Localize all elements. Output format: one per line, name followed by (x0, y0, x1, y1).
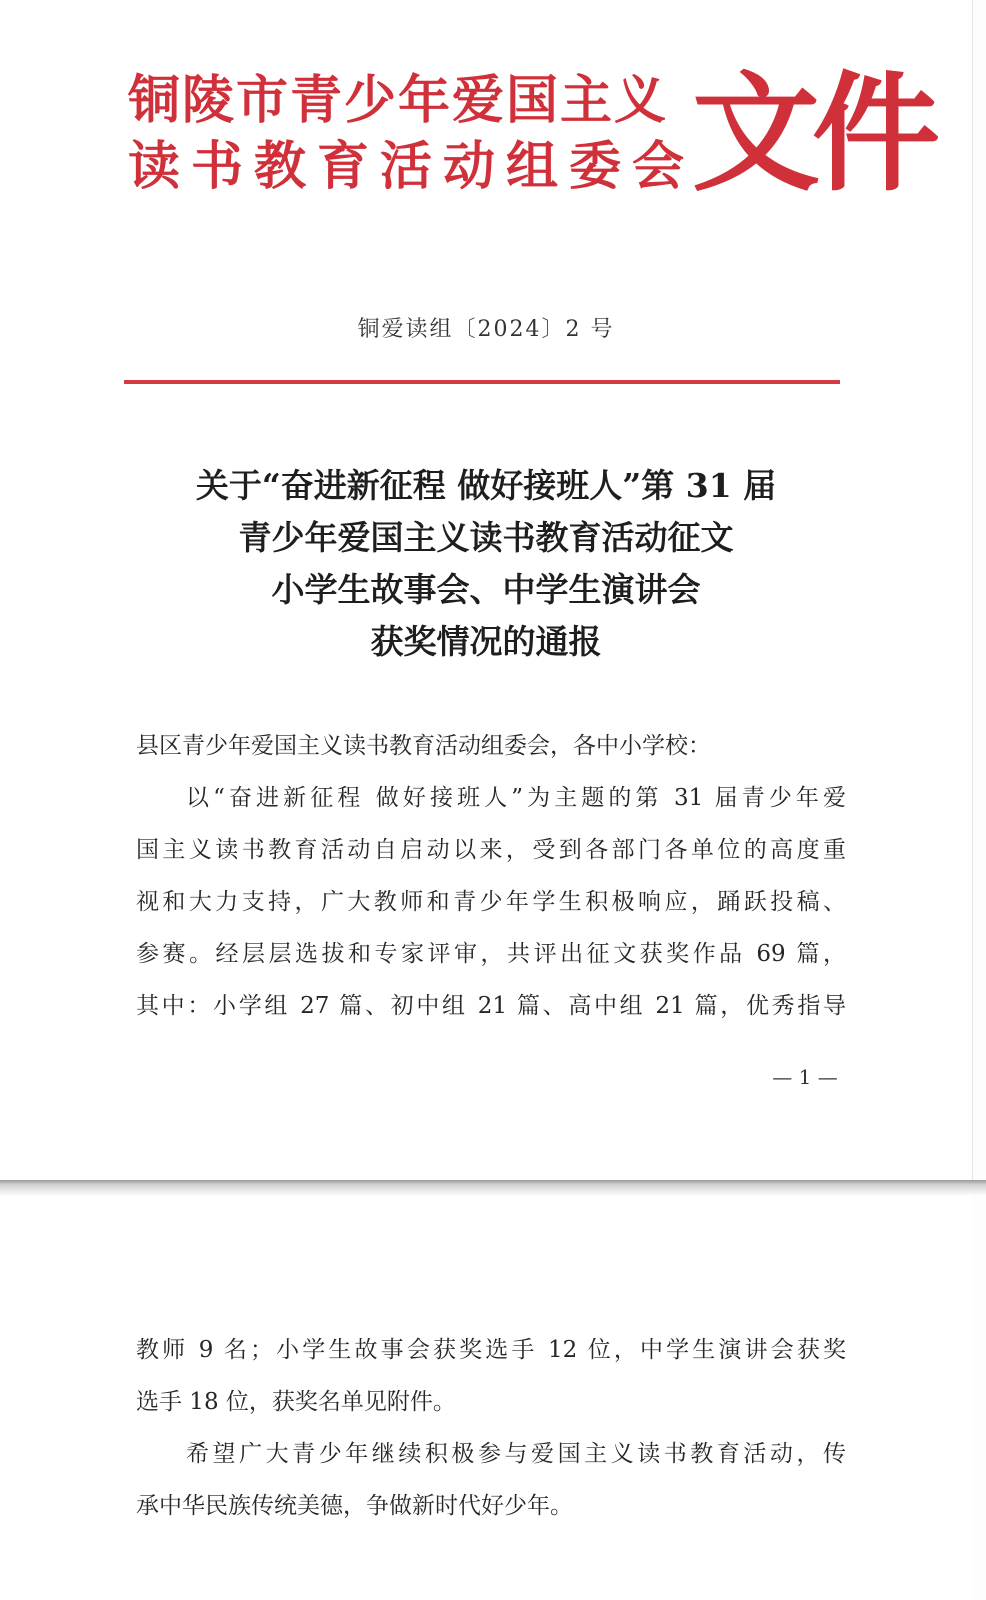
title-line-1: 关于“奋进新征程 做好接班人”第 31 届 (195, 466, 777, 505)
document-title (0, 460, 972, 668)
paragraph-1-line-1: 以“奋进新征程 做好接班人”为主题的第 31 届青少年爱 (186, 785, 846, 811)
red-divider (124, 380, 840, 384)
body-text-page-2 (136, 1324, 846, 1532)
paragraph-2-line-1: 希望广大青少年继续积极参与爱国主义读书教育活动，传 (186, 1441, 846, 1467)
paragraph-1-line-2: 国主义读书教育活动自启动以来，受到各部门各单位的高度重 (136, 837, 846, 863)
title-line-3: 小学生故事会、中学生演讲会 (271, 570, 701, 609)
paragraph-1-line-7: 选手 18 位，获奖名单见附件。 (136, 1389, 456, 1415)
paragraph-1-line-4: 参赛。经层层选拔和专家评审，共评出征文获奖作品 69 篇， (136, 941, 846, 967)
document-number: 铜爱读组〔2024〕2 号 (357, 317, 615, 342)
page-number: — 1 — (772, 1065, 838, 1089)
paragraph-2-line-2: 承中华民族传统美德，争做新时代好少年。 (136, 1493, 573, 1519)
org-name-line-1: 铜陵市青少年爱国主义 (128, 70, 669, 131)
body-text-page-1 (136, 720, 846, 1032)
title-line-2: 青少年爱国主义读书教育活动征文 (238, 518, 734, 557)
document-type-label: 文件 (692, 59, 933, 209)
title-line-4: 获奖情况的通报 (370, 622, 602, 661)
paragraph-1-line-5: 其中：小学组 27 篇、初中组 21 篇、高中组 21 篇，优秀指导 (136, 993, 846, 1019)
paragraph-1-line-3: 视和大力支持，广大教师和青少年学生积极响应，踊跃投稿、 (136, 889, 846, 915)
salutation: 县区青少年爱国主义读书教育活动组委会，各中小学校： (136, 733, 711, 759)
org-name-line-2: 读书教育活动组委会 (128, 136, 696, 197)
page-break (0, 1180, 986, 1196)
paragraph-1-line-6: 教师 9 名；小学生故事会获奖选手 12 位，中学生演讲会获奖 (136, 1337, 846, 1363)
issuing-organization (128, 68, 698, 200)
